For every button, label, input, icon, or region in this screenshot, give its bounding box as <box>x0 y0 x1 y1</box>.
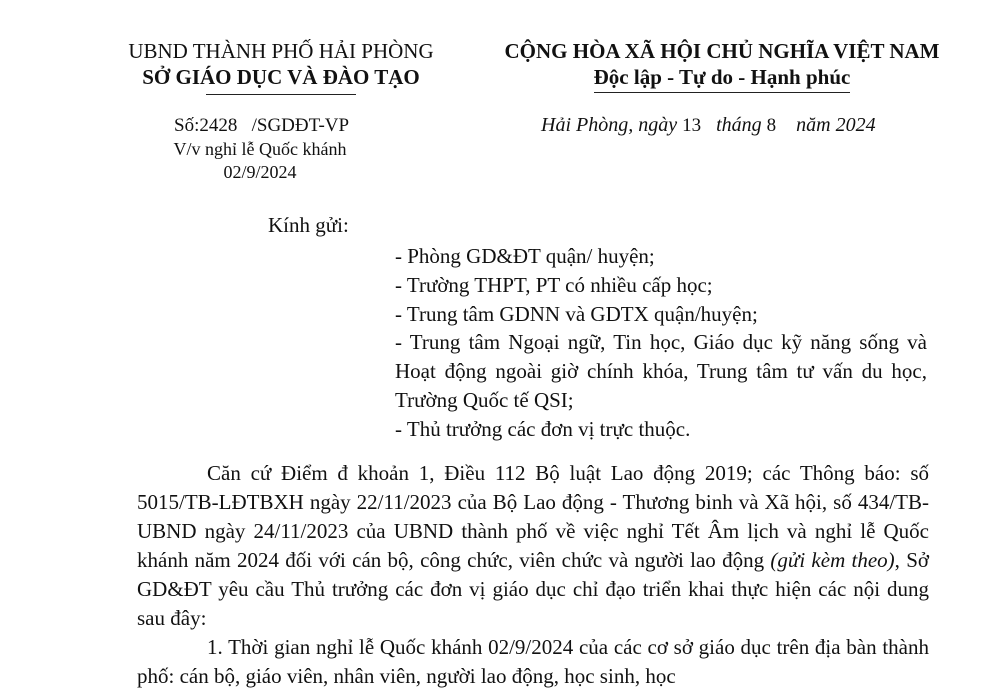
issuing-agency-block <box>96 38 466 95</box>
recipient-item: - Phòng GD&ĐT quận/ huyện; <box>395 244 655 268</box>
body-paragraph-1-text-b: , Sở GD&ĐT yêu cầu Thủ trưởng các đơn vị giáo dục chỉ đạo triển khai thực hiện các nội dung sau đây: <box>137 548 929 630</box>
dateline-month-label: tháng <box>716 114 762 136</box>
national-title: CỘNG HÒA XÃ HỘI CHỦ NGHĨA VIỆT NAM <box>504 39 940 63</box>
recipients-greeting: Kính gửi: <box>268 213 349 237</box>
body-paragraph-1-italic: (gửi kèm theo) <box>770 548 895 572</box>
national-title-block <box>487 38 957 93</box>
dateline-year: năm 2024 <box>796 114 876 136</box>
document-number <box>174 114 349 138</box>
agency-underline <box>206 94 356 95</box>
body-paragraph-2: 1. Thời gian nghỉ lễ Quốc khánh 02/9/2024 của các cơ sở giáo dục trên địa bàn thành phố: cán bộ, giáo viên, nhân viên, người lao động, học sinh, học <box>137 635 929 688</box>
body-paragraph-1-text-a: Căn cứ Điểm đ khoản 1, Điều 112 Bộ luật Lao động 2019; các Thông báo: số 5015/TB-LĐTBXH ngày 22/11/2023 của Bộ Lao động - Thương binh và Xã hội, số 434/TB-UBND ngày 24/11/2023 của UBND thành phố về việc nghỉ Tết Âm lịch và nghỉ lễ Quốc khánh năm 2024 đối với cán bộ, công chức, viên chức và người lao động <box>137 461 929 572</box>
dateline-month: 8 <box>766 115 777 136</box>
recipients-list <box>395 242 927 444</box>
recipient-item: - Trường THPT, PT có nhiều cấp học; <box>395 272 713 297</box>
dateline <box>541 113 876 138</box>
national-motto: Độc lập - Tự do - Hạnh phúc <box>594 64 851 93</box>
number-suffix: /SGDĐT-VP <box>251 115 350 136</box>
recipient-item: - Trung tâm GDNN và GDTX quận/huyện; <box>395 301 758 326</box>
recipient-item: - Trung tâm Ngoại ngữ, Tin học, Giáo dục kỹ năng sống và Hoạt động ngoài giờ chính khóa, Trung tâm tư vấn du học, Trường Quốc tế QSI; <box>395 330 927 412</box>
document-subject <box>160 138 360 184</box>
body-paragraph-1 <box>137 459 929 633</box>
subject-line-2: 02/9/2024 <box>223 162 297 182</box>
number-value: 2428 <box>199 115 238 136</box>
letter-body <box>137 459 929 691</box>
recipient-item: - Thủ trưởng các đơn vị trực thuộc. <box>395 416 691 441</box>
issuing-agency: SỞ GIÁO DỤC VÀ ĐÀO TẠO <box>142 65 420 89</box>
number-prefix: Số: <box>174 115 200 136</box>
subject-line-1: V/v nghỉ lễ Quốc khánh <box>173 139 347 159</box>
dateline-day: 13 <box>682 115 702 136</box>
dateline-place: Hải Phòng, ngày <box>541 114 678 136</box>
parent-agency: UBND THÀNH PHỐ HẢI PHÒNG <box>128 39 434 63</box>
